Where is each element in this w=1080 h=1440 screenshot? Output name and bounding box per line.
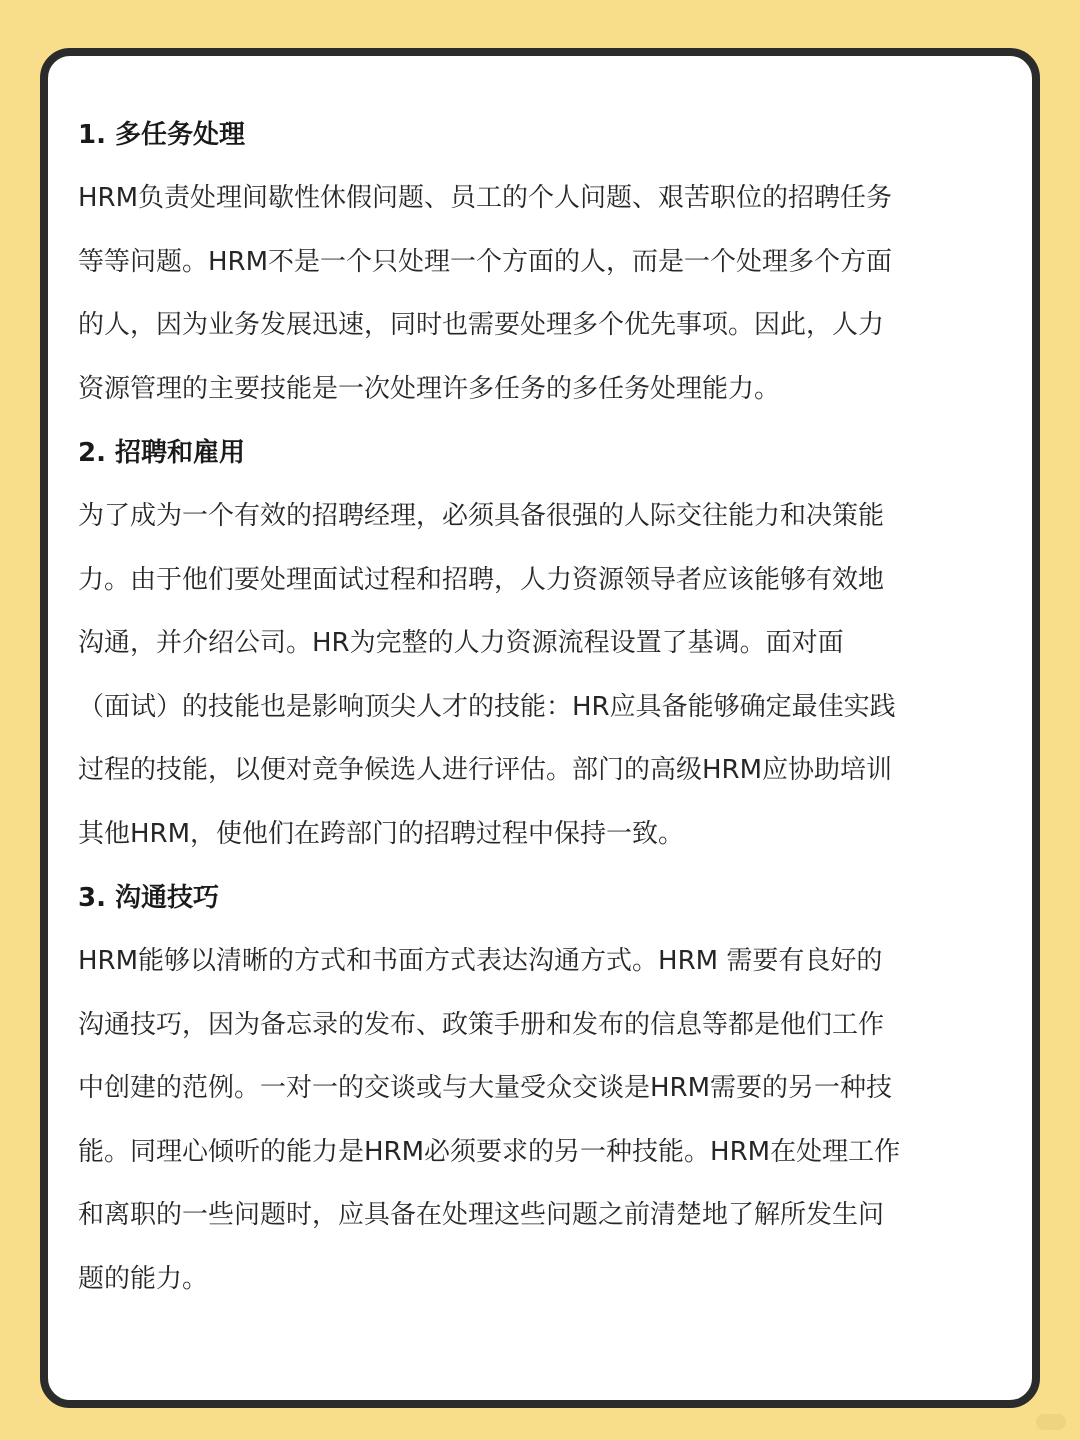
paragraph-line: HRM能够以清晰的方式和书面方式表达沟通方式。HRM 需要有良好的 bbox=[78, 946, 883, 976]
paragraph-line: 力。由于他们要处理面试过程和招聘，人力资源领导者应该能够有效地 bbox=[78, 564, 885, 595]
paragraph-line: 和离职的一些问题时，应具备在处理这些问题之前清楚地了解所发生问 bbox=[78, 1200, 885, 1230]
section-recruiting bbox=[78, 421, 1008, 866]
paragraph-line: 沟通技巧，因为备忘录的发布、政策手册和发布的信息等都是他们工作 bbox=[78, 1009, 885, 1040]
paragraph-line: 题的能力。 bbox=[78, 1263, 209, 1294]
paragraph-line: 其他HRM，使他们在跨部门的招聘过程中保持一致。 bbox=[78, 818, 685, 849]
paragraph-line: （面试）的技能也是影响顶尖人才的技能：HR应具备能够确定最佳实践 bbox=[78, 691, 896, 722]
paragraph-line: HRM负责处理间歇性休假问题、员工的个人问题、艰苦职位的招聘任务 bbox=[78, 183, 893, 213]
article-body bbox=[78, 103, 1008, 1311]
section-heading: 2. 招聘和雇用 bbox=[78, 438, 246, 468]
paragraph-line: 中创建的范例。一对一的交谈或与大量受众交谈是HRM需要的另一种技 bbox=[78, 1073, 893, 1103]
paragraph-line: 过程的技能，以便对竞争候选人进行评估。部门的高级HRM应协助培训 bbox=[78, 755, 893, 785]
paragraph-line: 等等问题。HRM不是一个只处理一个方面的人，而是一个处理多个方面 bbox=[78, 246, 893, 277]
paragraph-line: 能。同理心倾听的能力是HRM必须要求的另一种技能。HRM在处理工作 bbox=[78, 1136, 901, 1167]
paragraph-line: 资源管理的主要技能是一次处理许多任务的多任务处理能力。 bbox=[78, 373, 781, 404]
section-heading: 1. 多任务处理 bbox=[78, 120, 246, 150]
paragraph-line: 沟通，并介绍公司。HR为完整的人力资源流程设置了基调。面对面 bbox=[78, 628, 844, 658]
section-multitasking bbox=[78, 103, 1008, 421]
paragraph-line: 的人，因为业务发展迅速，同时也需要处理多个优先事项。因此，人力 bbox=[78, 310, 885, 340]
content-card bbox=[40, 48, 1040, 1408]
paragraph-line: 为了成为一个有效的招聘经理，必须具备很强的人际交往能力和决策能 bbox=[78, 501, 885, 531]
section-communication bbox=[78, 866, 1008, 1311]
section-heading: 3. 沟通技巧 bbox=[78, 883, 220, 913]
watermark-badge bbox=[1036, 1414, 1066, 1430]
